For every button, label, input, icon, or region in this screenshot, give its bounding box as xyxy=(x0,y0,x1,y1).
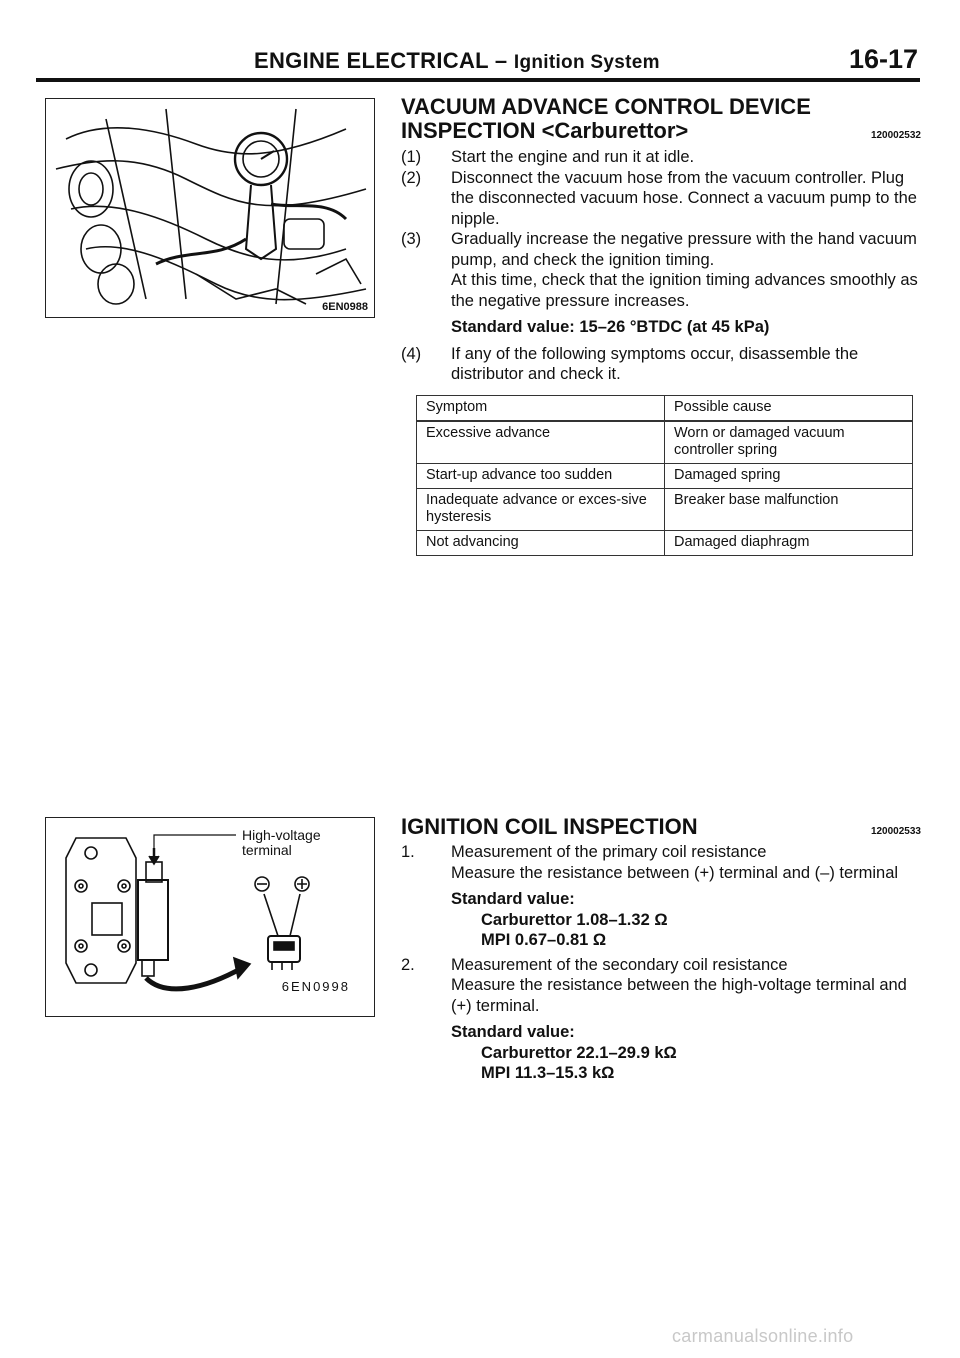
procedure-step: (3) Gradually increase the negative pressure with the hand vacuum pump, and check the ignition timing. At this time, check that the ignition timing advances smoothly as the negative pressure increases. xyxy=(401,230,918,310)
page-title xyxy=(254,48,660,74)
section-heading: IGNITION COIL INSPECTION xyxy=(401,814,698,839)
table-row: Not advancing Damaged diaphragm xyxy=(417,531,913,556)
high-voltage-terminal-label: High-voltage terminal xyxy=(242,827,321,858)
table-header: Symptom xyxy=(417,396,665,422)
table-row: Excessive advance Worn or damaged vacuum controller spring xyxy=(417,421,913,464)
procedure-steps xyxy=(401,147,921,385)
table-row: Start-up advance too sudden Damaged spring xyxy=(417,464,913,489)
page-number: 16-17 xyxy=(848,44,918,74)
page-title-sub: Ignition System xyxy=(513,52,660,73)
ignition-coil-section xyxy=(401,815,921,1084)
standard-value: Carburettor 1.08–1.32 Ω xyxy=(481,910,668,929)
table-row: Inadequate advance or exces-sive hysteresis Breaker base malfunction xyxy=(417,489,913,531)
figure-code: 6EN0988 xyxy=(322,301,368,313)
table-header-row xyxy=(417,396,913,422)
section-code: 120002533 xyxy=(870,826,921,837)
procedure-step: (4) If any of the following symptoms occur, disassemble the distributor and check it. xyxy=(401,344,859,383)
vacuum-pump-illustration xyxy=(46,99,374,317)
standard-value-label: Standard value: xyxy=(451,890,575,908)
section-code: 120002532 xyxy=(870,130,921,141)
vacuum-advance-section xyxy=(401,95,921,385)
standard-value: Carburettor 22.1–29.9 kΩ xyxy=(481,1043,677,1062)
vacuum-pump-figure xyxy=(45,98,375,318)
page-title-main: ENGINE ELECTRICAL – xyxy=(254,48,508,73)
standard-value-label: Standard value: xyxy=(451,1023,575,1041)
standard-value: MPI 0.67–0.81 Ω xyxy=(481,931,607,949)
standard-value: Standard value: 15–26 °BTDC (at 45 kPa) xyxy=(451,318,770,336)
ignition-coil-figure xyxy=(45,817,375,1017)
measurement-item: 1. Measurement of the primary coil resistance Measure the resistance between (+) terminal and (–) terminal xyxy=(401,843,899,882)
symptom-table xyxy=(416,395,913,556)
figure-code: 6EN0998 xyxy=(281,979,350,994)
table-header: Possible cause xyxy=(665,396,913,422)
page-header xyxy=(36,44,920,82)
measurement-item: 2. Measurement of the secondary coil resistance Measure the resistance between the high-voltage terminal and (+) terminal. xyxy=(401,955,907,1015)
watermark-text: carmanualsonline.info xyxy=(672,1326,854,1346)
standard-value: MPI 11.3–15.3 kΩ xyxy=(481,1064,615,1082)
procedure-step: (1) Start the engine and run it at idle. xyxy=(401,148,695,166)
procedure-step: (2) Disconnect the vacuum hose from the vacuum controller. Plug the disconnected vacuum hose. Connect a vacuum pump to the nipple. xyxy=(401,168,917,228)
section-heading-line2: INSPECTION <Carburettor> xyxy=(401,118,689,143)
section-heading: VACUUM ADVANCE CONTROL DEVICE xyxy=(401,94,811,119)
